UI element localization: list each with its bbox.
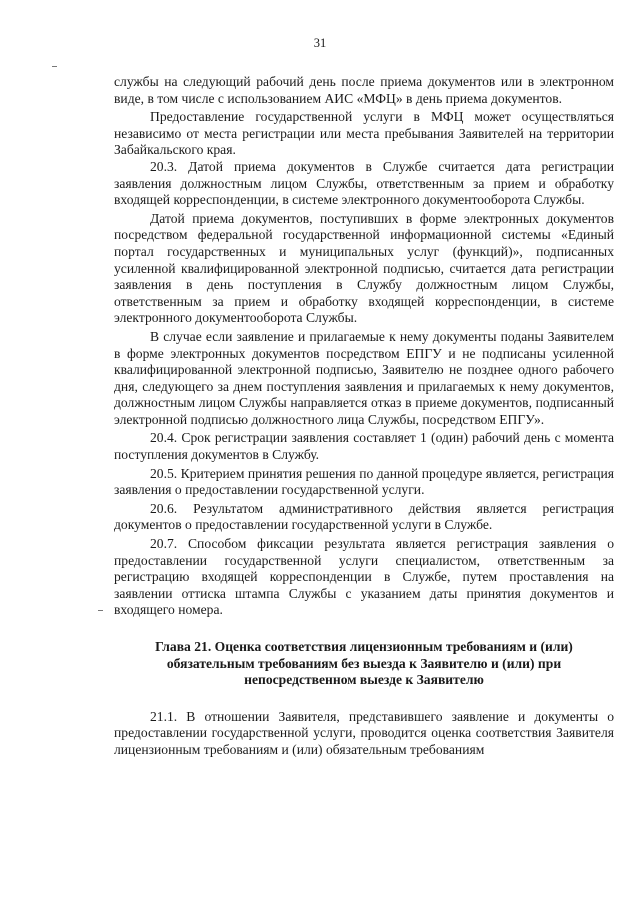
paragraph: 20.6. Результатом административного действия является регистрация документов о предоставлении государственной услуги в Службе. [114, 500, 614, 533]
margin-mark [98, 610, 103, 611]
paragraph: В случае если заявление и прилагаемые к нему документы поданы Заявителем в форме электронных документов посредством ЕПГУ и не подписаны усиленной квалифицированной электронной подписью, Заявителю не позднее одного рабочего дня, следующего за днем поступления заявления и прилагаемых к нему документов, должностным лицом Службы направляется отказ в приеме документов, подписанный электронной подписью должностного лица Службы, посредством ЕПГУ». [114, 328, 614, 427]
paragraph: 20.3. Датой приема документов в Службе считается дата регистрации заявления должностным лицом Службы, ответственным за прием и обработку входящей корреспонденции, в системе электронного документооборота Службы. [114, 158, 614, 208]
margin-mark [52, 66, 57, 67]
paragraph: 21.1. В отношении Заявителя, представившего заявление и документы о предоставлении государственной услуги, проводится оценка соответствия Заявителя лицензионным требованиям и (или) обязательным требованиям [114, 708, 614, 757]
paragraph: службы на следующий рабочий день после приема документов или в электронном виде, в том числе с использованием АИС «МФЦ» в день приема документов. [114, 74, 614, 106]
document-body [114, 74, 614, 759]
chapter-heading: Глава 21. Оценка соответствия лицензионным требованиям и (или) обязательным требованиям без выезда к Заявителю и (или) при непосредственном выезде к Заявителю [155, 639, 573, 688]
paragraph: Предоставление государственной услуги в МФЦ может осуществляться независимо от места регистрации или места пребывания Заявителей на территории Забайкальского края. [114, 109, 614, 158]
page-number: 31 [313, 36, 327, 50]
paragraph: 20.5. Критерием принятия решения по данной процедуре является, регистрация заявления о предоставлении государственной услуги. [114, 465, 614, 498]
paragraph: 20.7. Способом фиксации результата является регистрация заявления о предоставлении государственной услуги специалистом, ответственным за регистрацию входящей корреспонденции в Службе, путем проставления на заявлении оттиска штампа Службы с указанием даты принятия документов и входящего номера. [114, 536, 614, 618]
paragraph: Датой приема документов, поступивших в форме электронных документов посредством федеральной государственной информационной системы «Единый портал государственных и муниципальных услуг (функций)», подписанных усиленной квалифицированной электронной подписью, считается дата регистрации заявления в день поступления в Службу должностным лицом Службы, ответственным за прием и обработку входящей корреспонденции, в системе электронного документооборота Службы. [114, 210, 614, 326]
paragraph: 20.4. Срок регистрации заявления составляет 1 (один) рабочий день с момента поступления документов в Службу. [114, 430, 614, 463]
